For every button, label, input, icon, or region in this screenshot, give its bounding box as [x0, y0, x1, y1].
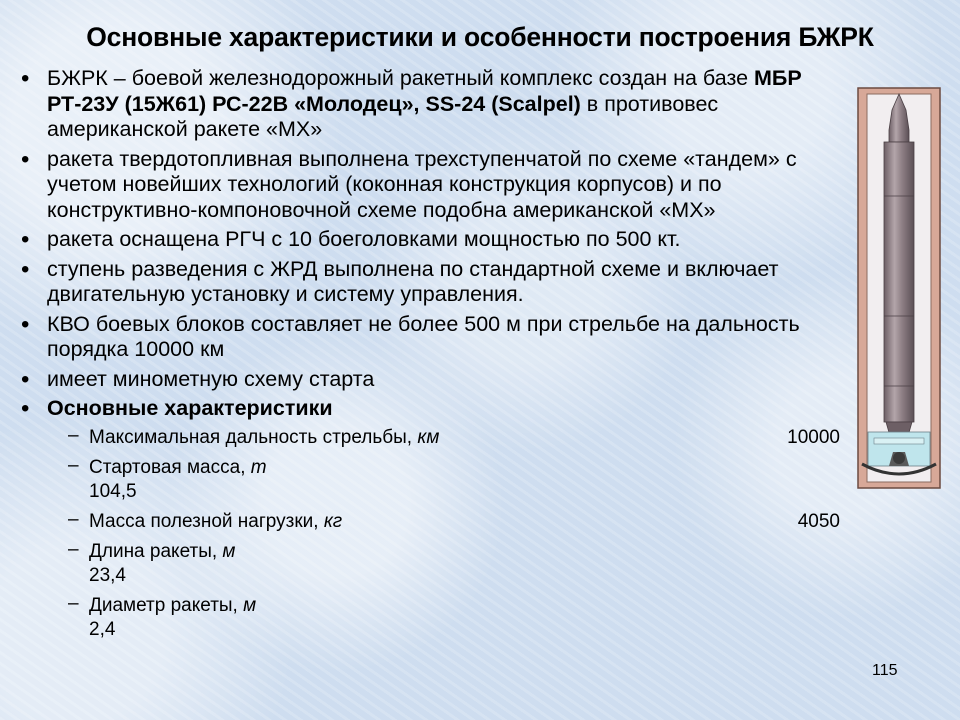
bullet-text: КВО боевых блоков составляет не более 500 м при стрельбе на дальность порядка 10000 км — [47, 311, 800, 361]
bullet-list — [12, 66, 852, 422]
slide-title: Основные характеристики и особенности построения БЖРК — [86, 22, 874, 52]
bullet-item — [12, 367, 852, 393]
bullet-item — [12, 227, 852, 253]
content — [12, 66, 852, 648]
characteristic-unit: м — [243, 594, 257, 616]
rocket-in-canister-illustration — [856, 86, 942, 490]
characteristic-item — [12, 540, 852, 588]
characteristic-item — [12, 456, 852, 504]
characteristic-label: Диаметр ракеты, — [89, 594, 244, 616]
bullet-item — [12, 257, 852, 308]
bullet-item — [12, 312, 852, 363]
characteristic-label: Масса полезной нагрузки, — [89, 510, 324, 532]
bullet-text-bold: МБР РТ-23У (15Ж61) РС-22В «Молодец», SS-24 (Scalpel) — [47, 66, 802, 116]
page-number: 115 — [872, 662, 898, 679]
characteristics-list — [12, 426, 852, 642]
characteristic-item — [12, 510, 852, 534]
bullet-item — [12, 396, 852, 422]
characteristic-label: Максимальная дальность стрельбы, — [89, 426, 418, 448]
characteristic-unit: кг — [323, 510, 343, 532]
bullet-text: имеет минометную схему старта — [47, 366, 375, 391]
bullet-text: в противовес американской ракете «МХ» — [47, 91, 719, 141]
bullet-item — [12, 66, 852, 143]
characteristic-unit: км — [417, 426, 440, 448]
bullet-text: БЖРК – боевой железнодорожный ракетный комплекс создан на базе — [47, 66, 755, 90]
characteristic-unit: м — [222, 540, 236, 562]
characteristic-value: 104,5 — [89, 480, 137, 502]
characteristic-value: 2,4 — [89, 618, 116, 640]
characteristic-item — [12, 594, 852, 642]
bullet-item — [12, 147, 852, 224]
characteristic-label: Длина ракеты, — [89, 540, 223, 562]
bullet-text: ракета твердотопливная выполнена трехступенчатой по схеме «тандем» с учетом новейших технологий (коконная конструкция корпусов) и по конструктивно-компоновочной схеме подобна американской «МХ» — [47, 146, 797, 222]
characteristic-unit: т — [250, 456, 267, 478]
characteristic-value: 23,4 — [89, 564, 126, 586]
rocket-body — [884, 94, 914, 436]
characteristic-label: Стартовая масса, — [89, 456, 251, 478]
bullet-text-bold: Основные характеристики — [47, 396, 333, 420]
bullet-text: ступень разведения с ЖРД выполнена по стандартной схеме и включает двигательную установку и систему управления. — [47, 256, 779, 306]
characteristic-value: 4050 — [797, 510, 840, 532]
bullet-text: ракета оснащена РГЧ с 10 боеголовками мощностью по 500 кт. — [47, 227, 681, 251]
characteristic-item — [12, 426, 852, 450]
characteristic-value: 10000 — [787, 426, 840, 448]
